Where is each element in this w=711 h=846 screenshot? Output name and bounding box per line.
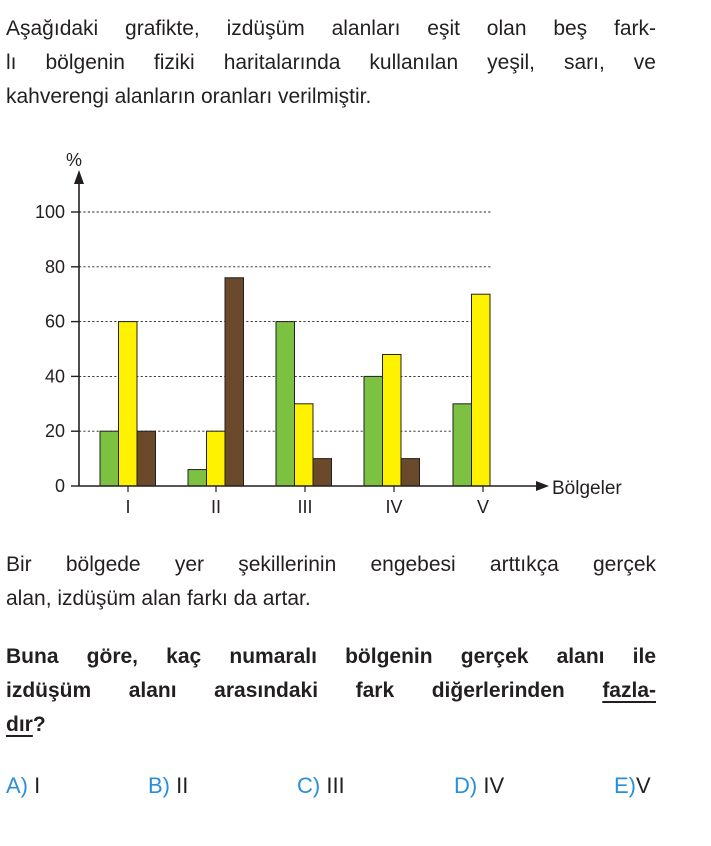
question-line-3: dır? <box>6 713 46 736</box>
x-tick-label: II <box>210 497 222 517</box>
bar-sarı-V <box>472 294 491 486</box>
emphasis-underline: fazla- <box>602 679 656 702</box>
bar-kahverengi-II <box>225 278 244 486</box>
x-tick-label: V <box>476 497 490 517</box>
question-line-1: Buna göre, kaç numaralı bölgenin gerçek alanı ile <box>6 645 656 668</box>
bar-sarı-II <box>207 431 226 486</box>
bar-yeşil-I <box>100 431 119 486</box>
intro-line-3: kahverengi alanların oranları verilmiştir. <box>6 85 372 108</box>
y-tick-label: 40 <box>44 366 65 387</box>
bar-sarı-III <box>295 404 314 486</box>
x-tick-label: III <box>297 497 313 517</box>
bar-yeşil-III <box>276 322 295 486</box>
choice-b[interactable]: B) II <box>148 773 189 798</box>
intro-text <box>6 12 656 114</box>
bar-yeşil-IV <box>364 376 383 486</box>
bar-kahverengi-IV <box>401 459 420 486</box>
bar-sarı-IV <box>383 354 402 486</box>
x-axis-arrow <box>536 481 549 491</box>
choice-d[interactable]: D) IV <box>454 773 505 798</box>
question-text <box>6 640 656 742</box>
statement-line-1: Bir bölgede yer şekillerinin engebesi arttıkça gerçek <box>6 553 656 576</box>
x-axis-label: Bölgeler <box>552 478 622 499</box>
statement-text <box>6 548 656 616</box>
choice-a[interactable]: A) I <box>6 773 41 798</box>
x-tick-label: IV <box>385 497 403 517</box>
question-line-2: izdüşüm alanı arasındaki fark diğerlerinden fazla- <box>6 679 656 702</box>
bar-chart <box>0 140 711 530</box>
intro-line-1: Aşağıdaki grafikte, izdüşüm alanları eşit olan beş fark- <box>6 17 656 40</box>
choice-e[interactable]: E)V <box>614 773 651 798</box>
choice-c[interactable]: C) III <box>297 773 345 798</box>
y-axis-label: % <box>66 150 83 170</box>
y-tick-label: 100 <box>34 202 65 222</box>
bar-yeşil-V <box>453 404 472 486</box>
bar-kahverengi-III <box>313 459 332 486</box>
y-axis-arrow <box>74 170 84 184</box>
y-tick-label: 20 <box>44 421 65 442</box>
x-tick-label: I <box>125 497 131 517</box>
bar-kahverengi-I <box>137 431 156 486</box>
bar-yeşil-II <box>188 470 207 486</box>
statement-line-2: alan, izdüşüm alan farkı da artar. <box>6 587 311 610</box>
emphasis-underline-2: dır <box>6 713 33 736</box>
y-tick-label: 0 <box>54 476 65 496</box>
y-tick-label: 80 <box>44 256 65 277</box>
bar-sarı-I <box>119 322 138 486</box>
intro-line-2: lı bölgenin fiziki haritalarında kullanılan yeşil, sarı, ve <box>6 51 656 74</box>
y-tick-label: 60 <box>44 311 65 332</box>
bars <box>100 278 490 486</box>
